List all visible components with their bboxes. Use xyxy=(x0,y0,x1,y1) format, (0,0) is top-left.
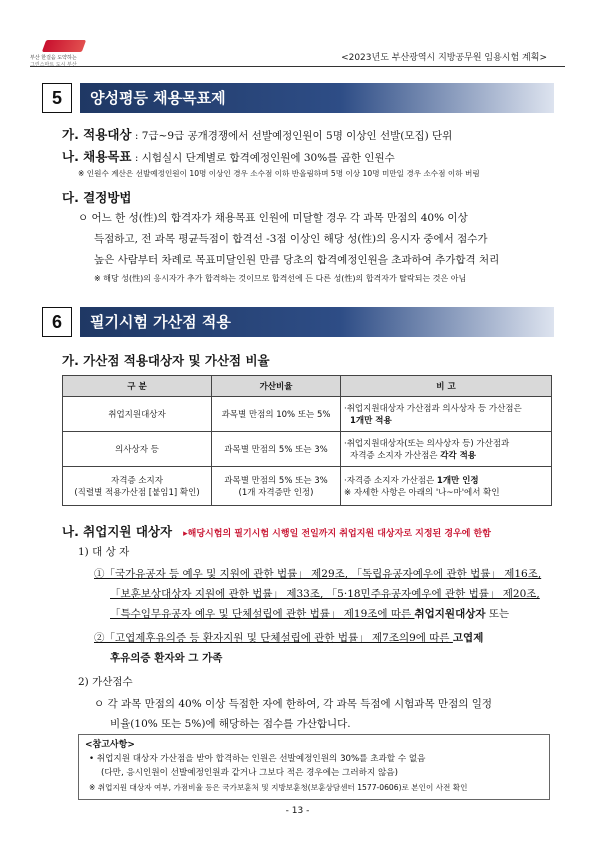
sec5-c-label: 다. 결정방법 xyxy=(62,190,132,205)
sec5-b-note: ※ 인원수 계산은 선발예정인원이 10명 이상인 경우 소수점 이하 반올림하며 5명 이상 10명 미만일 경우 소수점 이하 버림 xyxy=(78,169,480,178)
remark-line: ※ 자세한 사항은 아래의 '나~마'에서 확인 xyxy=(344,488,500,498)
remark-bold: 각각 적용 xyxy=(440,451,477,461)
remark-line-bold: 1개만 적용 xyxy=(350,416,392,426)
section-6-heading xyxy=(42,307,554,337)
sec5-a-text: : 7급∼9급 공개경쟁에서 선발예정인원이 5명 이상인 선발(모집) 단위 xyxy=(131,130,453,142)
sec6-b2-line1: ㅇ 각 과목 만점의 40% 이상 득점한 자에 한하여, 각 과목 득점에 시험과목 만점의 일정 xyxy=(94,698,492,710)
logo-line1: 부산 한걸음 도약하는 xyxy=(30,55,77,61)
table-cell: 과목별 만점의 5% 또는 3% xyxy=(212,432,341,467)
reference-item-2: (다만, 응시인원이 선발예정인원과 같거나 그보다 적은 경우에는 그러하지 않음) xyxy=(101,768,398,778)
sec6-b-label: 나. 취업지원 대상자 xyxy=(62,524,173,539)
remark-line xyxy=(344,474,548,486)
table-header-rate: 가산비율 xyxy=(212,376,341,397)
cell-line: 자격증 소지자 xyxy=(111,476,163,486)
reference-box xyxy=(78,734,550,800)
sec5-c-line2: 득점하고, 전 과목 평균득점이 합격선 -3점 이상인 해당 성(性)의 응시자 중에서 점수가 xyxy=(94,233,488,245)
target-bold: 취업지원대상자 xyxy=(414,608,486,620)
sec6-b1-item1-line1: ①「국가유공자 등 예우 및 지원에 관한 법률」 제29조, 「독립유공자예우에 관한 법률」 제16조, xyxy=(94,568,542,580)
cell-line: 과목별 만점의 5% 또는 3% xyxy=(224,476,328,486)
remark-line: ·취업지원대상자(또는 의사상자 등) 가산점과 xyxy=(344,439,510,449)
target-bold: 고엽제 xyxy=(452,632,484,644)
sec6-b2-line2: 비율(10% 또는 5%)에 해당하는 점수를 가산합니다. xyxy=(110,718,351,730)
table-cell: 과목별 만점의 10% 또는 5% xyxy=(212,397,341,432)
sec5-c-note: ※ 해당 성(性)의 응시자가 추가 합격하는 것이므로 합격선에 든 다른 성(性)의 합격자가 탈락되는 것은 아님 xyxy=(94,274,467,283)
section-6-title: 필기시험 가산점 적용 xyxy=(80,307,554,337)
sec5-b-label: 나. 채용목표 xyxy=(62,149,132,164)
table-cell xyxy=(341,467,552,506)
section-5-heading xyxy=(42,83,554,113)
sec6-b1-item1-line2: 「보훈보상대상자 지원에 관한 법률」 제33조, 「5·18민주유공자예우에 관한 법률」 제20조, xyxy=(110,588,540,600)
table-cell xyxy=(63,467,212,506)
remark-text: ·자격증 소지자 가산점은 xyxy=(344,476,437,486)
table-row xyxy=(63,432,552,467)
table-cell xyxy=(212,467,341,506)
law-text: ②「고엽제후유의증 등 환자지원 및 단체설립에 관한 법률」 제7조의9에 따른 xyxy=(94,632,453,644)
cell-line: (직렬별 적용가산점 [붙임1] 확인) xyxy=(74,488,200,498)
table-row xyxy=(63,467,552,506)
law-text-post: 또는 xyxy=(485,608,510,620)
sec5-a-label: 가. 적용대상 xyxy=(62,127,132,142)
table-header-category: 구 분 xyxy=(63,376,212,397)
logo-line2: 그린스마트 도시 부산 xyxy=(30,62,77,68)
table-row xyxy=(63,397,552,432)
table-cell xyxy=(341,432,552,467)
table-cell: 취업지원대상자 xyxy=(63,397,212,432)
remark-line: ·취업지원대상자 가산점과 의사상자 등 가산점은 xyxy=(344,404,522,414)
sec6-b-condition: ▸해당시험의 필기시험 시행일 전일까지 취업지원 대상자로 지정된 경우에 한함 xyxy=(183,529,491,539)
header-note: <2023년도 부산광역시 지방공무원 임용시험 계획> xyxy=(341,53,547,63)
sec6-b1-heading: 1) 대 상 자 xyxy=(78,546,130,558)
remark-text: 자격증 소지자 가산점은 xyxy=(350,451,441,461)
table-cell xyxy=(341,397,552,432)
sec5-c-line3: 높은 사람부터 차례로 목표미달인원 만큼 당초의 합격예정인원을 초과하여 추가합격 처리 xyxy=(94,254,500,266)
reference-title: <참고사항> xyxy=(85,740,135,750)
remark-line xyxy=(344,449,548,461)
table-header-row xyxy=(63,376,552,397)
remark-bold: 1개만 인정 xyxy=(436,476,479,486)
sec6-b1-item2-line1 xyxy=(94,630,483,645)
sec5-item-b xyxy=(62,146,395,165)
law-text: 「특수임무유공자 예우 및 단체설립에 관한 법률」 제19조에 따른 xyxy=(110,608,415,620)
section-5-number: 5 xyxy=(42,83,72,113)
sec5-item-a xyxy=(62,124,452,143)
sec6-b2-heading: 2) 가산점수 xyxy=(78,676,133,688)
sec6-item-b xyxy=(62,521,491,540)
reference-item-1: • 취업지원 대상자 가산점을 받아 합격하는 인원은 선발예정인원의 30%를 초과할 수 없음 xyxy=(89,754,426,764)
sec5-b-text: : 시험실시 단계별로 합격예정인원에 30%를 곱한 인원수 xyxy=(131,152,395,164)
table-header-remarks: 비 고 xyxy=(341,376,552,397)
section-5-title: 양성평등 채용목표제 xyxy=(80,83,554,113)
section-6-number: 6 xyxy=(42,307,72,337)
cell-line: (1개 자격증만 인정) xyxy=(238,488,314,498)
sec5-c-line1: ㅇ 어느 한 성(性)의 합격자가 채용목표 인원에 미달할 경우 각 과목 만점의 40% 이상 xyxy=(78,212,468,224)
header-divider xyxy=(30,66,565,67)
sec6-a-label: 가. 가산점 적용대상자 및 가산점 비율 xyxy=(62,353,270,368)
table-cell: 의사상자 등 xyxy=(63,432,212,467)
reference-item-3: ※ 취업지원 대상자 여부, 가점비율 등은 국가보훈처 및 지방보훈청(보훈상담센터 1577-0606)로 본인이 사전 확인 xyxy=(89,783,468,792)
page-number: - 13 - xyxy=(285,806,310,816)
bonus-points-table xyxy=(62,375,552,506)
sec6-b1-item2-line2: 후유의증 환자와 그 가족 xyxy=(110,652,223,664)
logo-mark xyxy=(42,40,86,52)
sec6-b1-item1-line3 xyxy=(110,606,509,621)
